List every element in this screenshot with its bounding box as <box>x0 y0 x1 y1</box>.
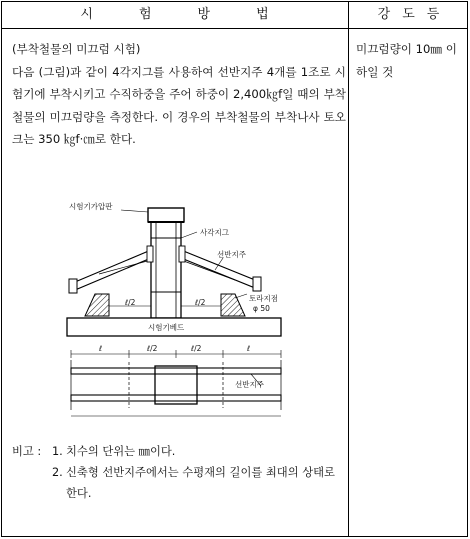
press-platen <box>148 208 184 222</box>
header-char: 방 <box>197 7 211 22</box>
method-cell <box>12 38 346 151</box>
plan-post-label: 선반지주 <box>235 380 264 389</box>
remark-item <box>12 441 344 462</box>
diameter-label: φ 50 <box>253 304 270 313</box>
strength-cell: 미끄럼량이 10㎜ 이하일 것 <box>356 42 457 79</box>
jig-label: 사각지그 <box>200 228 229 237</box>
half-span-label: ℓ/2 <box>195 298 206 307</box>
header-char: 강 <box>377 7 391 22</box>
header-char: 험 <box>138 7 152 22</box>
fixing-point-label: 토라지점 <box>249 294 278 303</box>
test-setup-figure <box>55 194 295 426</box>
half-span-label: ℓ/2 <box>147 344 158 353</box>
remarks <box>12 441 344 504</box>
header-char: 도 <box>402 7 415 22</box>
span-label: ℓ <box>99 344 103 353</box>
header-char: 등 <box>426 7 440 22</box>
support-left <box>85 294 109 316</box>
post-label: 선반지주 <box>217 250 246 259</box>
header-strength <box>349 2 468 28</box>
remark-text: 신축형 선반지주에서는 수평재의 길이를 최대의 상태로 한다. <box>66 466 335 500</box>
plan-post-bottom <box>71 395 281 401</box>
method-title: (부착철물의 미끄럼 시험) <box>12 42 141 56</box>
support-right <box>221 294 245 316</box>
header-test-method <box>1 2 348 28</box>
column-divider <box>348 1 349 537</box>
remark-item <box>12 462 344 504</box>
header-char: 법 <box>256 7 269 22</box>
square-jig <box>151 222 181 318</box>
remark-text: 치수의 단위는 ㎜이다. <box>66 445 176 458</box>
half-span-label: ℓ/2 <box>125 298 136 307</box>
remark-number: 1. <box>52 445 63 458</box>
header-divider <box>1 28 468 29</box>
half-span-label: ℓ/2 <box>191 344 202 353</box>
header-char: 시 <box>80 7 93 22</box>
plan-post-top <box>71 368 281 374</box>
span-label: ℓ <box>247 344 251 353</box>
method-body: 다음 (그림)과 같이 4각지그를 사용하여 선반지주 4개를 1조로 시험기에 부착시키고 수직하중을 주어 하중이 2,400㎏f일 때의 부착철물의 미끄럼량을 측정한다. 이 경우의 부착철물의 부착나사 토오크는 350 ㎏f·㎝로 한다. <box>12 64 346 146</box>
bed-label: 시험기베드 <box>148 323 185 332</box>
remark-number: 2. <box>52 466 63 479</box>
remark-prefix: 비고 : <box>12 445 42 458</box>
platen-label: 시험기가압판 <box>69 202 113 211</box>
